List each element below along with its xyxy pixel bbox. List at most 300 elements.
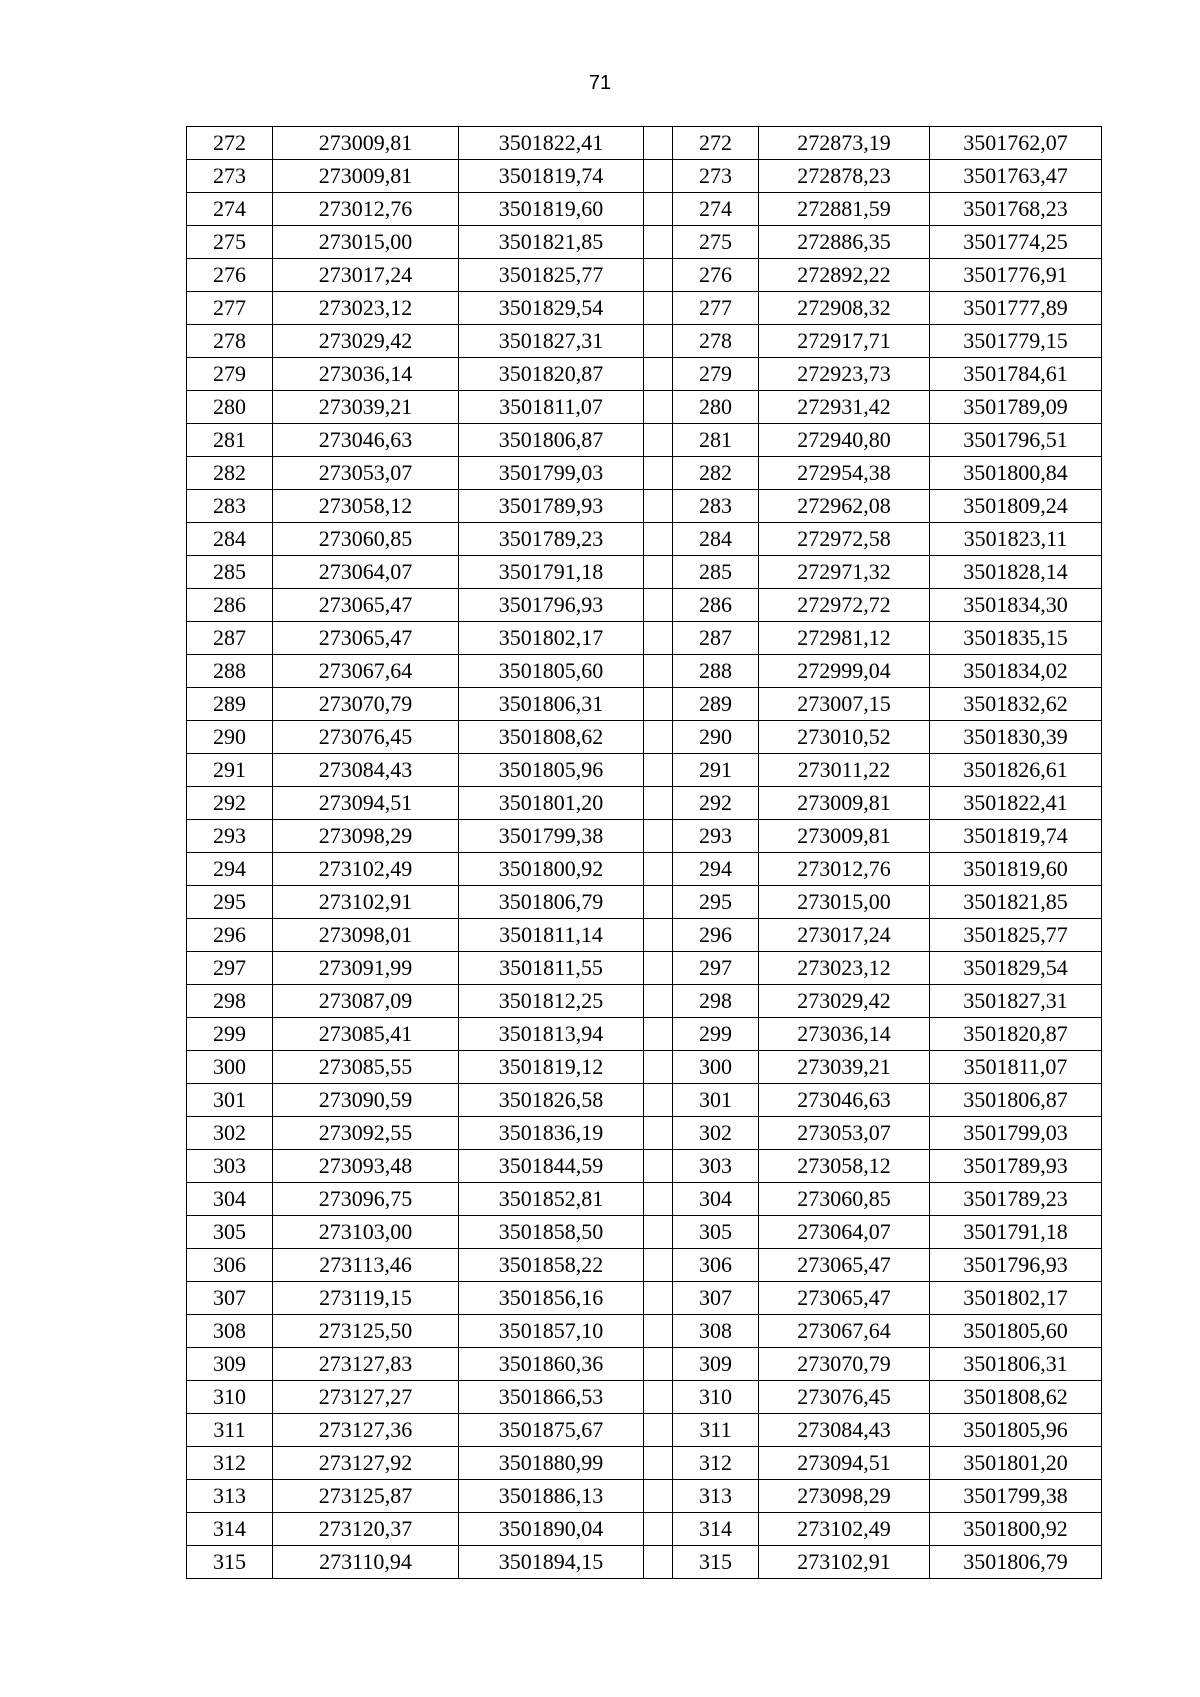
- right-y-coordinate-cell: 3501832,62: [930, 688, 1102, 721]
- spacer-cell: [644, 1018, 673, 1051]
- right-point-number-cell: 287: [673, 622, 759, 655]
- left-y-coordinate-cell: 3501801,20: [459, 787, 644, 820]
- left-x-coordinate-cell: 273023,12: [273, 292, 459, 325]
- right-point-number-cell: 279: [673, 358, 759, 391]
- left-point-number-cell: 304: [187, 1183, 273, 1216]
- table-row: [187, 1249, 1102, 1282]
- left-y-coordinate-cell: 3501858,50: [459, 1216, 644, 1249]
- table-row: [187, 1150, 1102, 1183]
- right-x-coordinate-cell: 273009,81: [759, 787, 930, 820]
- coordinates-table-body: [187, 127, 1102, 1579]
- right-y-coordinate-cell: 3501808,62: [930, 1381, 1102, 1414]
- left-y-coordinate-cell: 3501827,31: [459, 325, 644, 358]
- table-row: [187, 820, 1102, 853]
- table-row: [187, 1084, 1102, 1117]
- right-point-number-cell: 314: [673, 1513, 759, 1546]
- spacer-cell: [644, 1447, 673, 1480]
- right-x-coordinate-cell: 273036,14: [759, 1018, 930, 1051]
- right-point-number-cell: 278: [673, 325, 759, 358]
- right-x-coordinate-cell: 273065,47: [759, 1282, 930, 1315]
- spacer-cell: [644, 622, 673, 655]
- right-x-coordinate-cell: 272931,42: [759, 391, 930, 424]
- left-point-number-cell: 273: [187, 160, 273, 193]
- left-x-coordinate-cell: 273113,46: [273, 1249, 459, 1282]
- left-y-coordinate-cell: 3501808,62: [459, 721, 644, 754]
- left-y-coordinate-cell: 3501813,94: [459, 1018, 644, 1051]
- right-x-coordinate-cell: 272999,04: [759, 655, 930, 688]
- right-y-coordinate-cell: 3501802,17: [930, 1282, 1102, 1315]
- right-y-coordinate-cell: 3501796,93: [930, 1249, 1102, 1282]
- table-row: [187, 787, 1102, 820]
- left-point-number-cell: 288: [187, 655, 273, 688]
- right-y-coordinate-cell: 3501834,02: [930, 655, 1102, 688]
- left-x-coordinate-cell: 273087,09: [273, 985, 459, 1018]
- left-y-coordinate-cell: 3501829,54: [459, 292, 644, 325]
- right-y-coordinate-cell: 3501805,96: [930, 1414, 1102, 1447]
- left-point-number-cell: 277: [187, 292, 273, 325]
- right-x-coordinate-cell: 272917,71: [759, 325, 930, 358]
- left-x-coordinate-cell: 273085,55: [273, 1051, 459, 1084]
- table-row: [187, 886, 1102, 919]
- left-y-coordinate-cell: 3501796,93: [459, 589, 644, 622]
- right-y-coordinate-cell: 3501800,92: [930, 1513, 1102, 1546]
- right-point-number-cell: 290: [673, 721, 759, 754]
- right-y-coordinate-cell: 3501822,41: [930, 787, 1102, 820]
- table-row: [187, 358, 1102, 391]
- table-row: [187, 160, 1102, 193]
- table-row: [187, 1381, 1102, 1414]
- table-row: [187, 1216, 1102, 1249]
- right-x-coordinate-cell: 273012,76: [759, 853, 930, 886]
- left-y-coordinate-cell: 3501875,67: [459, 1414, 644, 1447]
- left-y-coordinate-cell: 3501844,59: [459, 1150, 644, 1183]
- left-y-coordinate-cell: 3501791,18: [459, 556, 644, 589]
- table-row: [187, 589, 1102, 622]
- right-point-number-cell: 285: [673, 556, 759, 589]
- right-x-coordinate-cell: 273011,22: [759, 754, 930, 787]
- page-number: 71: [588, 72, 612, 94]
- left-y-coordinate-cell: 3501856,16: [459, 1282, 644, 1315]
- left-x-coordinate-cell: 273125,50: [273, 1315, 459, 1348]
- right-y-coordinate-cell: 3501799,03: [930, 1117, 1102, 1150]
- right-point-number-cell: 310: [673, 1381, 759, 1414]
- left-y-coordinate-cell: 3501836,19: [459, 1117, 644, 1150]
- right-point-number-cell: 302: [673, 1117, 759, 1150]
- spacer-cell: [644, 391, 673, 424]
- left-x-coordinate-cell: 273065,47: [273, 622, 459, 655]
- left-y-coordinate-cell: 3501894,15: [459, 1546, 644, 1579]
- table-row: [187, 655, 1102, 688]
- left-point-number-cell: 307: [187, 1282, 273, 1315]
- right-y-coordinate-cell: 3501806,79: [930, 1546, 1102, 1579]
- left-point-number-cell: 286: [187, 589, 273, 622]
- table-row: [187, 1117, 1102, 1150]
- left-y-coordinate-cell: 3501800,92: [459, 853, 644, 886]
- left-x-coordinate-cell: 273102,49: [273, 853, 459, 886]
- table-row: [187, 1447, 1102, 1480]
- right-x-coordinate-cell: 273102,49: [759, 1513, 930, 1546]
- left-x-coordinate-cell: 273103,00: [273, 1216, 459, 1249]
- left-x-coordinate-cell: 273094,51: [273, 787, 459, 820]
- table-row: [187, 457, 1102, 490]
- left-x-coordinate-cell: 273084,43: [273, 754, 459, 787]
- left-point-number-cell: 300: [187, 1051, 273, 1084]
- left-point-number-cell: 313: [187, 1480, 273, 1513]
- spacer-cell: [644, 1183, 673, 1216]
- table-row: [187, 490, 1102, 523]
- left-point-number-cell: 283: [187, 490, 273, 523]
- table-row: [187, 1018, 1102, 1051]
- right-x-coordinate-cell: 273058,12: [759, 1150, 930, 1183]
- left-y-coordinate-cell: 3501811,07: [459, 391, 644, 424]
- right-y-coordinate-cell: 3501784,61: [930, 358, 1102, 391]
- right-x-coordinate-cell: 273017,24: [759, 919, 930, 952]
- right-point-number-cell: 303: [673, 1150, 759, 1183]
- right-point-number-cell: 276: [673, 259, 759, 292]
- left-point-number-cell: 305: [187, 1216, 273, 1249]
- table-row: [187, 721, 1102, 754]
- left-y-coordinate-cell: 3501799,03: [459, 457, 644, 490]
- right-x-coordinate-cell: 273046,63: [759, 1084, 930, 1117]
- spacer-cell: [644, 127, 673, 160]
- table-row: [187, 754, 1102, 787]
- spacer-cell: [644, 490, 673, 523]
- right-point-number-cell: 293: [673, 820, 759, 853]
- right-x-coordinate-cell: 272892,22: [759, 259, 930, 292]
- left-y-coordinate-cell: 3501890,04: [459, 1513, 644, 1546]
- right-y-coordinate-cell: 3501799,38: [930, 1480, 1102, 1513]
- spacer-cell: [644, 259, 673, 292]
- left-point-number-cell: 295: [187, 886, 273, 919]
- left-y-coordinate-cell: 3501821,85: [459, 226, 644, 259]
- spacer-cell: [644, 853, 673, 886]
- right-y-coordinate-cell: 3501789,23: [930, 1183, 1102, 1216]
- right-y-coordinate-cell: 3501830,39: [930, 721, 1102, 754]
- left-x-coordinate-cell: 273096,75: [273, 1183, 459, 1216]
- right-x-coordinate-cell: 273009,81: [759, 820, 930, 853]
- right-y-coordinate-cell: 3501828,14: [930, 556, 1102, 589]
- spacer-cell: [644, 1150, 673, 1183]
- table-row: [187, 1051, 1102, 1084]
- right-x-coordinate-cell: 273098,29: [759, 1480, 930, 1513]
- left-y-coordinate-cell: 3501805,60: [459, 655, 644, 688]
- spacer-cell: [644, 1282, 673, 1315]
- left-x-coordinate-cell: 273046,63: [273, 424, 459, 457]
- left-point-number-cell: 287: [187, 622, 273, 655]
- right-point-number-cell: 304: [673, 1183, 759, 1216]
- left-point-number-cell: 312: [187, 1447, 273, 1480]
- right-x-coordinate-cell: 272908,32: [759, 292, 930, 325]
- left-point-number-cell: 291: [187, 754, 273, 787]
- right-point-number-cell: 308: [673, 1315, 759, 1348]
- right-point-number-cell: 300: [673, 1051, 759, 1084]
- left-x-coordinate-cell: 273093,48: [273, 1150, 459, 1183]
- spacer-cell: [644, 556, 673, 589]
- left-x-coordinate-cell: 273119,15: [273, 1282, 459, 1315]
- spacer-cell: [644, 820, 673, 853]
- table-row: [187, 919, 1102, 952]
- left-x-coordinate-cell: 273091,99: [273, 952, 459, 985]
- left-point-number-cell: 294: [187, 853, 273, 886]
- left-x-coordinate-cell: 273036,14: [273, 358, 459, 391]
- left-x-coordinate-cell: 273127,92: [273, 1447, 459, 1480]
- right-y-coordinate-cell: 3501825,77: [930, 919, 1102, 952]
- table-row: [187, 193, 1102, 226]
- table-row: [187, 325, 1102, 358]
- right-y-coordinate-cell: 3501811,07: [930, 1051, 1102, 1084]
- left-x-coordinate-cell: 273009,81: [273, 160, 459, 193]
- spacer-cell: [644, 1249, 673, 1282]
- spacer-cell: [644, 1513, 673, 1546]
- left-point-number-cell: 298: [187, 985, 273, 1018]
- left-point-number-cell: 280: [187, 391, 273, 424]
- spacer-cell: [644, 424, 673, 457]
- left-point-number-cell: 281: [187, 424, 273, 457]
- spacer-cell: [644, 754, 673, 787]
- right-x-coordinate-cell: 273065,47: [759, 1249, 930, 1282]
- left-x-coordinate-cell: 273090,59: [273, 1084, 459, 1117]
- right-x-coordinate-cell: 273067,64: [759, 1315, 930, 1348]
- left-x-coordinate-cell: 273085,41: [273, 1018, 459, 1051]
- right-point-number-cell: 309: [673, 1348, 759, 1381]
- left-point-number-cell: 290: [187, 721, 273, 754]
- right-point-number-cell: 306: [673, 1249, 759, 1282]
- right-x-coordinate-cell: 273029,42: [759, 985, 930, 1018]
- right-x-coordinate-cell: 272878,23: [759, 160, 930, 193]
- left-point-number-cell: 279: [187, 358, 273, 391]
- spacer-cell: [644, 160, 673, 193]
- right-x-coordinate-cell: 273076,45: [759, 1381, 930, 1414]
- left-y-coordinate-cell: 3501789,23: [459, 523, 644, 556]
- table-row: [187, 1513, 1102, 1546]
- table-row: [187, 226, 1102, 259]
- table-row: [187, 1546, 1102, 1579]
- left-y-coordinate-cell: 3501802,17: [459, 622, 644, 655]
- right-y-coordinate-cell: 3501826,61: [930, 754, 1102, 787]
- spacer-cell: [644, 952, 673, 985]
- right-y-coordinate-cell: 3501819,74: [930, 820, 1102, 853]
- table-row: [187, 391, 1102, 424]
- left-point-number-cell: 278: [187, 325, 273, 358]
- spacer-cell: [644, 1381, 673, 1414]
- right-y-coordinate-cell: 3501809,24: [930, 490, 1102, 523]
- left-y-coordinate-cell: 3501852,81: [459, 1183, 644, 1216]
- left-x-coordinate-cell: 273098,01: [273, 919, 459, 952]
- right-x-coordinate-cell: 272962,08: [759, 490, 930, 523]
- table-row: [187, 1348, 1102, 1381]
- right-y-coordinate-cell: 3501827,31: [930, 985, 1102, 1018]
- right-x-coordinate-cell: 273053,07: [759, 1117, 930, 1150]
- left-y-coordinate-cell: 3501826,58: [459, 1084, 644, 1117]
- left-x-coordinate-cell: 273102,91: [273, 886, 459, 919]
- right-point-number-cell: 297: [673, 952, 759, 985]
- table-row: [187, 1315, 1102, 1348]
- left-point-number-cell: 301: [187, 1084, 273, 1117]
- right-y-coordinate-cell: 3501789,09: [930, 391, 1102, 424]
- left-y-coordinate-cell: 3501866,53: [459, 1381, 644, 1414]
- right-x-coordinate-cell: 272972,72: [759, 589, 930, 622]
- right-x-coordinate-cell: 272981,12: [759, 622, 930, 655]
- left-x-coordinate-cell: 273125,87: [273, 1480, 459, 1513]
- right-x-coordinate-cell: 273070,79: [759, 1348, 930, 1381]
- right-y-coordinate-cell: 3501779,15: [930, 325, 1102, 358]
- right-point-number-cell: 272: [673, 127, 759, 160]
- right-y-coordinate-cell: 3501820,87: [930, 1018, 1102, 1051]
- spacer-cell: [644, 1051, 673, 1084]
- table-row: [187, 556, 1102, 589]
- right-point-number-cell: 281: [673, 424, 759, 457]
- right-point-number-cell: 277: [673, 292, 759, 325]
- table-row: [187, 622, 1102, 655]
- right-point-number-cell: 294: [673, 853, 759, 886]
- spacer-cell: [644, 985, 673, 1018]
- left-y-coordinate-cell: 3501886,13: [459, 1480, 644, 1513]
- right-x-coordinate-cell: 273084,43: [759, 1414, 930, 1447]
- spacer-cell: [644, 358, 673, 391]
- left-point-number-cell: 310: [187, 1381, 273, 1414]
- right-x-coordinate-cell: 273023,12: [759, 952, 930, 985]
- right-y-coordinate-cell: 3501821,85: [930, 886, 1102, 919]
- left-y-coordinate-cell: 3501806,87: [459, 424, 644, 457]
- right-y-coordinate-cell: 3501805,60: [930, 1315, 1102, 1348]
- right-x-coordinate-cell: 272923,73: [759, 358, 930, 391]
- right-y-coordinate-cell: 3501834,30: [930, 589, 1102, 622]
- spacer-cell: [644, 655, 673, 688]
- left-x-coordinate-cell: 273127,27: [273, 1381, 459, 1414]
- left-y-coordinate-cell: 3501858,22: [459, 1249, 644, 1282]
- left-point-number-cell: 275: [187, 226, 273, 259]
- left-point-number-cell: 289: [187, 688, 273, 721]
- spacer-cell: [644, 193, 673, 226]
- left-y-coordinate-cell: 3501819,60: [459, 193, 644, 226]
- left-point-number-cell: 306: [187, 1249, 273, 1282]
- table-row: [187, 523, 1102, 556]
- right-y-coordinate-cell: 3501829,54: [930, 952, 1102, 985]
- right-x-coordinate-cell: 272971,32: [759, 556, 930, 589]
- right-point-number-cell: 311: [673, 1414, 759, 1447]
- spacer-cell: [644, 1084, 673, 1117]
- right-point-number-cell: 296: [673, 919, 759, 952]
- left-x-coordinate-cell: 273064,07: [273, 556, 459, 589]
- left-y-coordinate-cell: 3501789,93: [459, 490, 644, 523]
- right-y-coordinate-cell: 3501835,15: [930, 622, 1102, 655]
- coordinates-table: [186, 126, 1102, 1579]
- left-y-coordinate-cell: 3501799,38: [459, 820, 644, 853]
- left-y-coordinate-cell: 3501825,77: [459, 259, 644, 292]
- table-row: [187, 1282, 1102, 1315]
- table-row: [187, 688, 1102, 721]
- table-row: [187, 292, 1102, 325]
- spacer-cell: [644, 523, 673, 556]
- right-x-coordinate-cell: 272972,58: [759, 523, 930, 556]
- right-y-coordinate-cell: 3501801,20: [930, 1447, 1102, 1480]
- right-y-coordinate-cell: 3501806,87: [930, 1084, 1102, 1117]
- right-x-coordinate-cell: 273060,85: [759, 1183, 930, 1216]
- left-y-coordinate-cell: 3501822,41: [459, 127, 644, 160]
- right-x-coordinate-cell: 273102,91: [759, 1546, 930, 1579]
- left-point-number-cell: 309: [187, 1348, 273, 1381]
- right-point-number-cell: 301: [673, 1084, 759, 1117]
- right-x-coordinate-cell: 273007,15: [759, 688, 930, 721]
- table-row: [187, 424, 1102, 457]
- left-point-number-cell: 302: [187, 1117, 273, 1150]
- left-y-coordinate-cell: 3501811,55: [459, 952, 644, 985]
- left-x-coordinate-cell: 273015,00: [273, 226, 459, 259]
- right-y-coordinate-cell: 3501763,47: [930, 160, 1102, 193]
- left-point-number-cell: 272: [187, 127, 273, 160]
- right-point-number-cell: 315: [673, 1546, 759, 1579]
- left-x-coordinate-cell: 273127,83: [273, 1348, 459, 1381]
- right-point-number-cell: 283: [673, 490, 759, 523]
- left-x-coordinate-cell: 273029,42: [273, 325, 459, 358]
- left-x-coordinate-cell: 273070,79: [273, 688, 459, 721]
- right-y-coordinate-cell: 3501800,84: [930, 457, 1102, 490]
- right-y-coordinate-cell: 3501768,23: [930, 193, 1102, 226]
- left-point-number-cell: 314: [187, 1513, 273, 1546]
- left-y-coordinate-cell: 3501857,10: [459, 1315, 644, 1348]
- spacer-cell: [644, 1216, 673, 1249]
- right-y-coordinate-cell: 3501806,31: [930, 1348, 1102, 1381]
- left-x-coordinate-cell: 273058,12: [273, 490, 459, 523]
- right-point-number-cell: 286: [673, 589, 759, 622]
- left-point-number-cell: 276: [187, 259, 273, 292]
- left-x-coordinate-cell: 273060,85: [273, 523, 459, 556]
- right-point-number-cell: 292: [673, 787, 759, 820]
- left-point-number-cell: 299: [187, 1018, 273, 1051]
- left-y-coordinate-cell: 3501880,99: [459, 1447, 644, 1480]
- spacer-cell: [644, 787, 673, 820]
- right-point-number-cell: 280: [673, 391, 759, 424]
- left-point-number-cell: 308: [187, 1315, 273, 1348]
- right-point-number-cell: 274: [673, 193, 759, 226]
- right-point-number-cell: 284: [673, 523, 759, 556]
- left-point-number-cell: 296: [187, 919, 273, 952]
- right-point-number-cell: 288: [673, 655, 759, 688]
- left-point-number-cell: 315: [187, 1546, 273, 1579]
- spacer-cell: [644, 688, 673, 721]
- left-x-coordinate-cell: 273017,24: [273, 259, 459, 292]
- right-x-coordinate-cell: 272881,59: [759, 193, 930, 226]
- left-y-coordinate-cell: 3501806,79: [459, 886, 644, 919]
- right-y-coordinate-cell: 3501823,11: [930, 523, 1102, 556]
- left-point-number-cell: 292: [187, 787, 273, 820]
- spacer-cell: [644, 589, 673, 622]
- table-row: [187, 985, 1102, 1018]
- spacer-cell: [644, 919, 673, 952]
- spacer-cell: [644, 292, 673, 325]
- left-x-coordinate-cell: 273098,29: [273, 820, 459, 853]
- spacer-cell: [644, 1414, 673, 1447]
- left-y-coordinate-cell: 3501811,14: [459, 919, 644, 952]
- spacer-cell: [644, 1117, 673, 1150]
- right-point-number-cell: 312: [673, 1447, 759, 1480]
- left-y-coordinate-cell: 3501812,25: [459, 985, 644, 1018]
- spacer-cell: [644, 1348, 673, 1381]
- spacer-cell: [644, 886, 673, 919]
- left-point-number-cell: 284: [187, 523, 273, 556]
- right-y-coordinate-cell: 3501791,18: [930, 1216, 1102, 1249]
- left-point-number-cell: 274: [187, 193, 273, 226]
- right-y-coordinate-cell: 3501774,25: [930, 226, 1102, 259]
- left-y-coordinate-cell: 3501806,31: [459, 688, 644, 721]
- left-point-number-cell: 293: [187, 820, 273, 853]
- right-x-coordinate-cell: 272954,38: [759, 457, 930, 490]
- left-x-coordinate-cell: 273127,36: [273, 1414, 459, 1447]
- left-x-coordinate-cell: 273076,45: [273, 721, 459, 754]
- right-x-coordinate-cell: 273094,51: [759, 1447, 930, 1480]
- left-x-coordinate-cell: 273053,07: [273, 457, 459, 490]
- left-y-coordinate-cell: 3501819,12: [459, 1051, 644, 1084]
